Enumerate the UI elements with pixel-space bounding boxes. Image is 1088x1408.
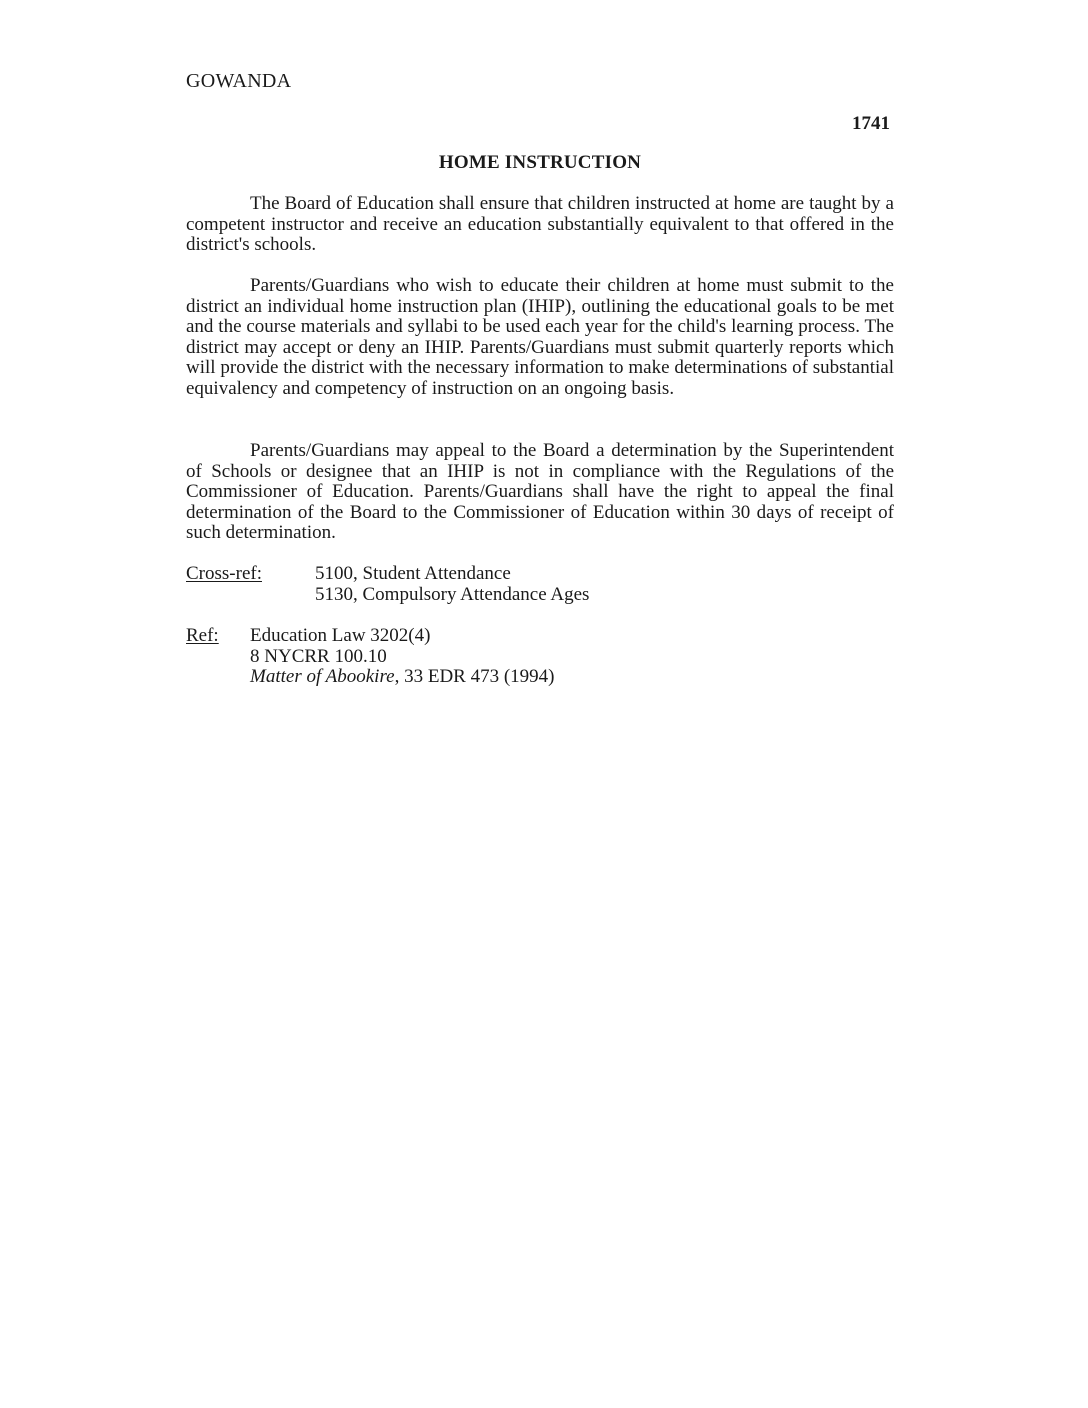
cross-ref-label: Cross-ref: (186, 563, 262, 584)
cross-ref-item: 5100, Student Attendance (315, 563, 511, 584)
ref-item: 8 NYCRR 100.10 (250, 645, 387, 667)
ref-list (250, 626, 555, 688)
ref-label: Ref: (186, 625, 219, 646)
ref-item: Education Law 3202(4) (250, 625, 431, 646)
policy-title: HOME INSTRUCTION (438, 152, 642, 173)
cross-ref-list (315, 564, 589, 605)
cross-reference-block (186, 564, 589, 605)
ref-case-item (250, 667, 555, 688)
paragraph-board-responsibility: The Board of Education shall ensure that children instructed at home are taught by a competent instructor and receive an education substantially equivalent to that offered in the district's schools. (186, 193, 894, 256)
cross-ref-item: 5130, Compulsory Attendance Ages (315, 583, 590, 605)
policy-number: 1741 (852, 113, 890, 134)
paragraph-ihip-requirements: Parents/Guardians who wish to educate their children at home must submit to the district an individual home instruction plan (IHIP), outlining the educational goals to be met and the course materials and syllabi to be used each year for the child's learning process. The district may accept or deny an IHIP. Parents/Guardians must submit quarterly reports which will provide the district with the necessary information to make determinations of substantial equivalency and competency of instruction on an ongoing basis. (186, 275, 894, 399)
case-name: Matter of Abookire (250, 666, 395, 688)
legal-reference-block (186, 626, 555, 688)
paragraph-appeal-rights: Parents/Guardians may appeal to the Board a determination by the Superintendent of Schools or designee that an IHIP is not in compliance with the Regulations of the Commissioner of Education. Parents/Guardians shall have the right to appeal the final determination of the Board to the Commissioner of Education within 30 days of receipt of such determination. (186, 440, 894, 544)
case-citation: , 33 EDR 473 (1994) (394, 666, 555, 688)
district-name: GOWANDA (186, 70, 292, 92)
